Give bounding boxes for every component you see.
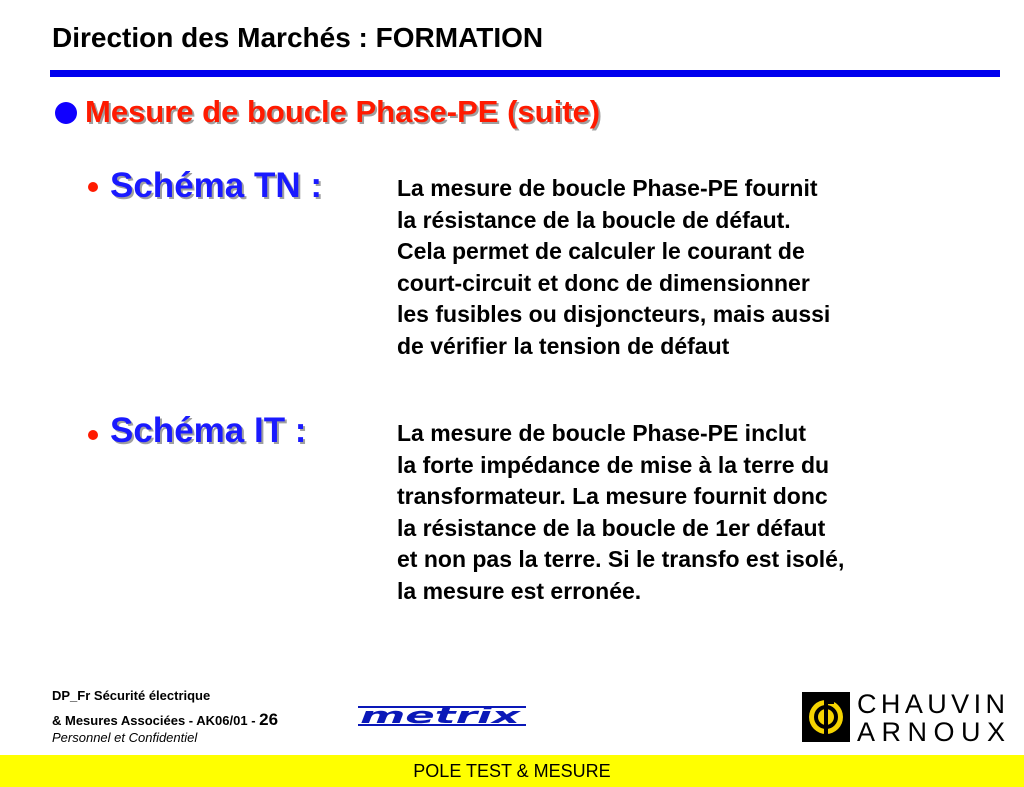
description-line: la mesure est erronée.	[397, 577, 642, 604]
page-number: 26	[259, 710, 279, 729]
footer-confidentiality: Personnel et Confidentiel	[52, 730, 198, 745]
description-line: La mesure de boucle Phase-PE inclut	[397, 420, 807, 446]
footer-doc-ref	[52, 710, 278, 730]
footer-doc-ref-text: & Mesures Associées - AK06/01 -	[52, 713, 256, 728]
sub-bullet-icon	[88, 430, 98, 440]
sub-bullet-icon	[88, 182, 98, 192]
ca-logo-line2: ARNOUX	[857, 717, 1005, 745]
description-line: La mesure de boucle Phase-PE fournit	[397, 175, 818, 201]
metrix-logo	[356, 700, 532, 730]
description-line: la résistance de la boucle de 1er défaut	[397, 514, 826, 541]
description-line: et non pas la terre. Si le transfo est isolé,	[397, 546, 845, 572]
page-title: Direction des Marchés : FORMATION	[52, 22, 544, 53]
bullet-dot-icon	[55, 102, 77, 124]
description-line: transformateur. La mesure fournit donc	[397, 483, 828, 509]
description-line: Cela permet de calculer le courant de	[397, 238, 805, 264]
description-line: la forte impédance de mise à la terre du	[397, 451, 830, 478]
description-line: les fusibles ou disjoncteurs, mais aussi	[397, 301, 831, 327]
slide-heading: Mesure de boucle Phase-PE (suite)	[85, 94, 601, 129]
description-line: de vérifier la tension de défaut	[397, 332, 730, 359]
chauvin-arnoux-logo	[802, 689, 1008, 745]
metrix-logo-text: metrix	[360, 704, 522, 729]
footer-doc-title: DP_Fr Sécurité électrique	[52, 688, 211, 703]
title-divider	[50, 70, 1000, 77]
section-label-tn: Schéma TN :	[110, 166, 322, 205]
description-line: court-circuit et donc de dimensionner	[397, 269, 810, 296]
section-description-tn	[397, 173, 830, 362]
footer-bar-label: POLE TEST & MESURE	[413, 761, 611, 781]
section-label-it: Schéma IT :	[110, 411, 307, 450]
section-description-it	[397, 418, 844, 607]
ca-logo-line1: CHAUVIN	[857, 689, 1005, 719]
description-line: la résistance de la boucle de défaut.	[397, 206, 791, 233]
